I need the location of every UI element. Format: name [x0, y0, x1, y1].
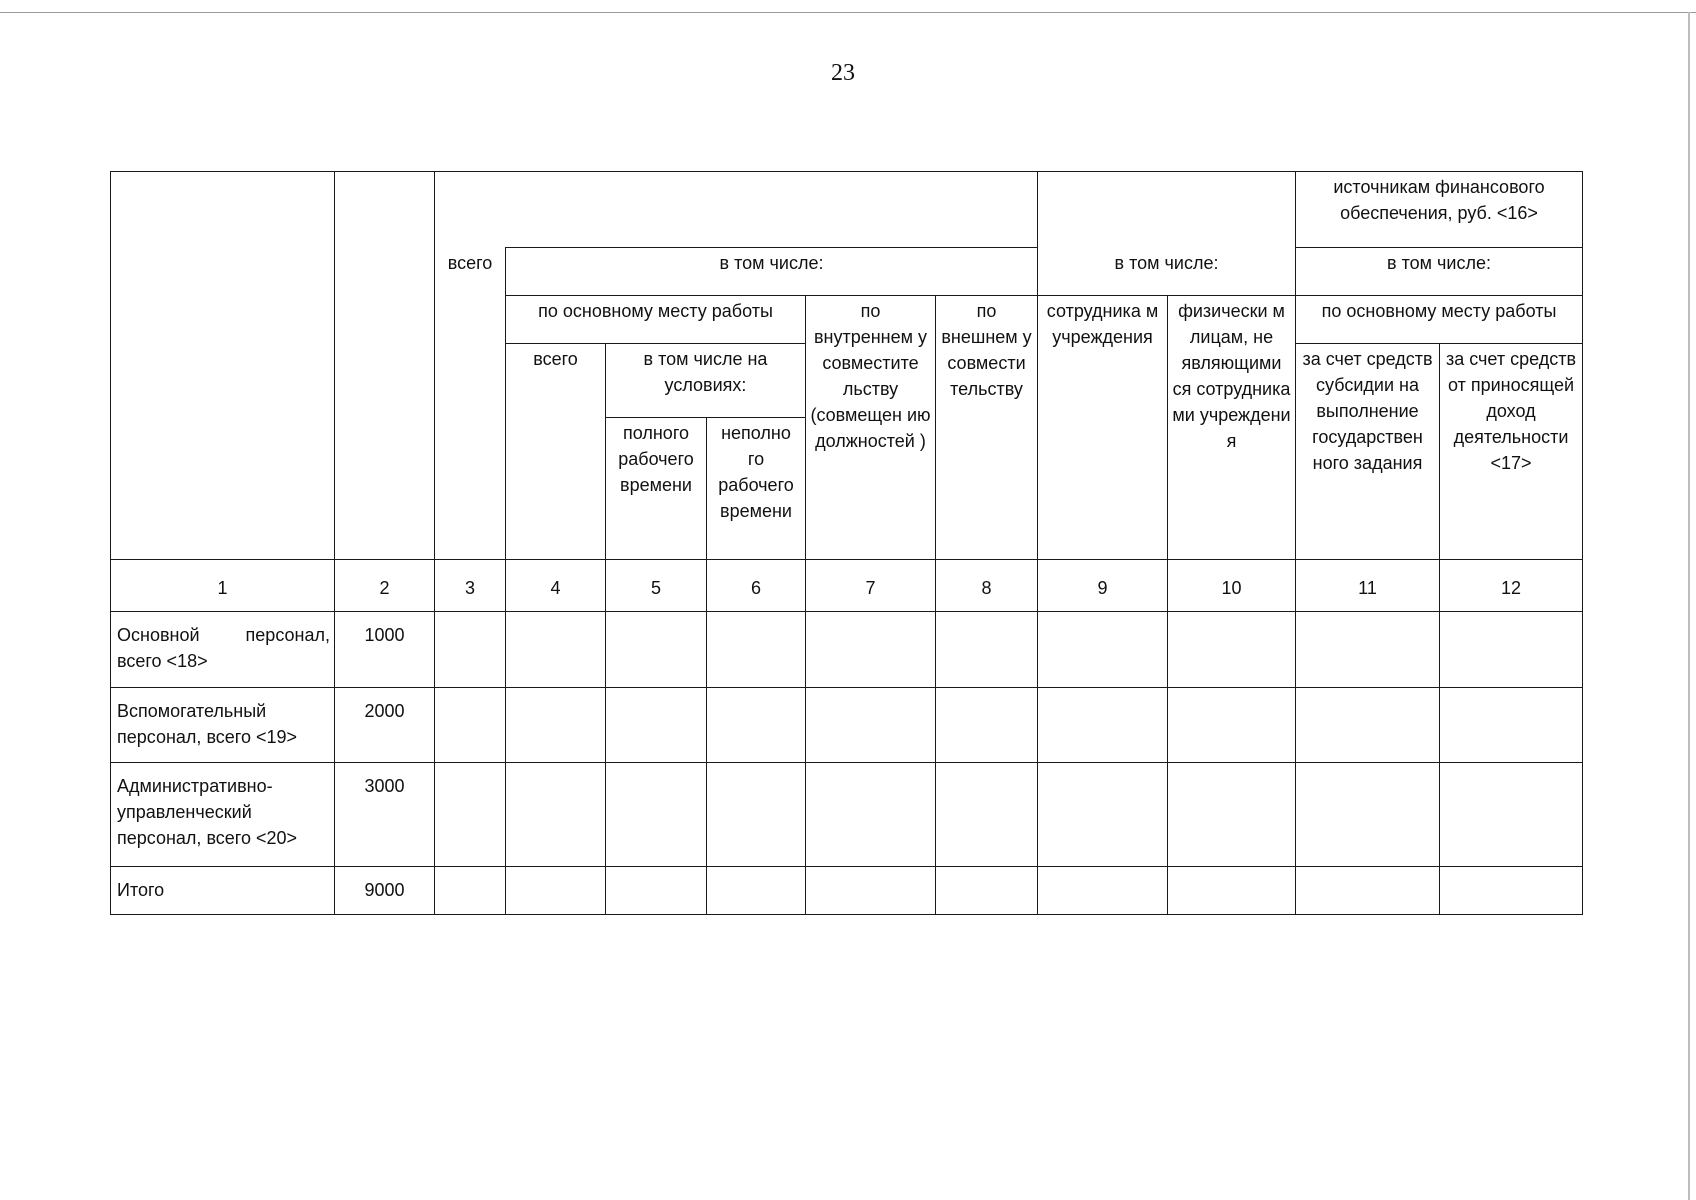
- header-external-combination: по внешнем у совмести тельству: [936, 296, 1038, 560]
- table-cell[interactable]: [1296, 612, 1440, 688]
- table-cell[interactable]: [707, 688, 806, 763]
- table-cell[interactable]: [606, 688, 707, 763]
- table-cell[interactable]: [1038, 688, 1168, 763]
- table-cell[interactable]: [1168, 688, 1296, 763]
- header-subsidy-funds: за счет средств субсидии на выполнение государствен ного задания: [1296, 344, 1440, 560]
- row-label: Основной персонал, всего <18>: [111, 612, 335, 688]
- column-number: 1: [111, 560, 335, 612]
- table-cell[interactable]: [1038, 612, 1168, 688]
- header-main-place-sources: по основному месту работы: [1296, 296, 1583, 344]
- row-code: 2000: [335, 688, 435, 763]
- header-income-funds: за счет средств от приносящей доход деятельности <17>: [1440, 344, 1583, 560]
- page-edge-right: [1688, 12, 1690, 1200]
- header-on-conditions: в том числе на условиях:: [606, 344, 806, 418]
- table-cell[interactable]: [435, 867, 506, 915]
- header-to-non-employees: физически м лицам, не являющими ся сотрудника ми учреждени я: [1168, 296, 1296, 560]
- table-cell[interactable]: [435, 612, 506, 688]
- page-number: 23: [831, 60, 855, 86]
- column-number: 10: [1168, 560, 1296, 612]
- header-main-place: по основному месту работы: [506, 296, 806, 344]
- row-code: 9000: [335, 867, 435, 915]
- table-cell[interactable]: [707, 763, 806, 867]
- table-cell[interactable]: [1296, 867, 1440, 915]
- header-part-time: неполно го рабочего времени: [707, 418, 806, 560]
- table-cell[interactable]: [506, 612, 606, 688]
- row-label: Вспомогательный персонал, всего <19>: [111, 688, 335, 763]
- staff-expense-table: [110, 171, 1583, 915]
- table-cell[interactable]: [806, 688, 936, 763]
- table-cell[interactable]: [1168, 763, 1296, 867]
- table-cell[interactable]: [435, 688, 506, 763]
- header-internal-combination: по внутреннем у совместите льству (совмещен ию должностей ): [806, 296, 936, 560]
- header-main-total: всего: [506, 344, 606, 560]
- table-cell[interactable]: [1168, 867, 1296, 915]
- header-sources-title: источникам финансового обеспечения, руб. <16>: [1296, 172, 1583, 248]
- header-including-contracts: в том числе:: [1038, 248, 1296, 296]
- header-payroll-group: [435, 172, 1038, 248]
- header-full-time: полного рабочего времени: [606, 418, 707, 560]
- column-numbers-row: [111, 560, 1583, 612]
- header-col2-empty: [335, 172, 435, 560]
- column-number: 8: [936, 560, 1038, 612]
- column-number: 3: [435, 560, 506, 612]
- table-cell[interactable]: [806, 612, 936, 688]
- table-cell[interactable]: [806, 867, 936, 915]
- column-number: 2: [335, 560, 435, 612]
- table-cell[interactable]: [435, 763, 506, 867]
- header-col1-empty: [111, 172, 335, 560]
- page-edge-top: [0, 12, 1696, 13]
- table-cell[interactable]: [506, 867, 606, 915]
- table-row: [111, 688, 1583, 763]
- table-cell[interactable]: [936, 612, 1038, 688]
- header-total: всего: [435, 248, 506, 560]
- table-cell[interactable]: [506, 763, 606, 867]
- row-code: 1000: [335, 612, 435, 688]
- table-cell[interactable]: [1168, 612, 1296, 688]
- table-cell[interactable]: [1296, 688, 1440, 763]
- header-including-sources: в том числе:: [1296, 248, 1583, 296]
- table-cell[interactable]: [707, 612, 806, 688]
- table-cell[interactable]: [1440, 612, 1583, 688]
- table-cell[interactable]: [506, 688, 606, 763]
- table-cell[interactable]: [606, 612, 707, 688]
- table-cell[interactable]: [707, 867, 806, 915]
- header-including-payroll: в том числе:: [506, 248, 1038, 296]
- table-cell[interactable]: [806, 763, 936, 867]
- table-row-total: [111, 867, 1583, 915]
- header-to-employees: сотрудника м учреждения: [1038, 296, 1168, 560]
- column-number: 9: [1038, 560, 1168, 612]
- column-number: 11: [1296, 560, 1440, 612]
- column-number: 12: [1440, 560, 1583, 612]
- column-number: 4: [506, 560, 606, 612]
- column-number: 7: [806, 560, 936, 612]
- table-cell[interactable]: [606, 763, 707, 867]
- table-cell[interactable]: [606, 867, 707, 915]
- table-cell[interactable]: [1296, 763, 1440, 867]
- column-number: 6: [707, 560, 806, 612]
- header-contracts-group: [1038, 172, 1296, 248]
- table-cell[interactable]: [1038, 867, 1168, 915]
- table-cell[interactable]: [1440, 688, 1583, 763]
- column-number: 5: [606, 560, 707, 612]
- table-cell[interactable]: [936, 867, 1038, 915]
- table-cell[interactable]: [936, 688, 1038, 763]
- row-label: Административно-управленческий персонал, всего <20>: [111, 763, 335, 867]
- table-cell[interactable]: [1038, 763, 1168, 867]
- table-row: [111, 763, 1583, 867]
- table-cell[interactable]: [1440, 763, 1583, 867]
- table-cell[interactable]: [1440, 867, 1583, 915]
- row-label: Итого: [111, 867, 335, 915]
- row-code: 3000: [335, 763, 435, 867]
- table-row: [111, 612, 1583, 688]
- table-cell[interactable]: [936, 763, 1038, 867]
